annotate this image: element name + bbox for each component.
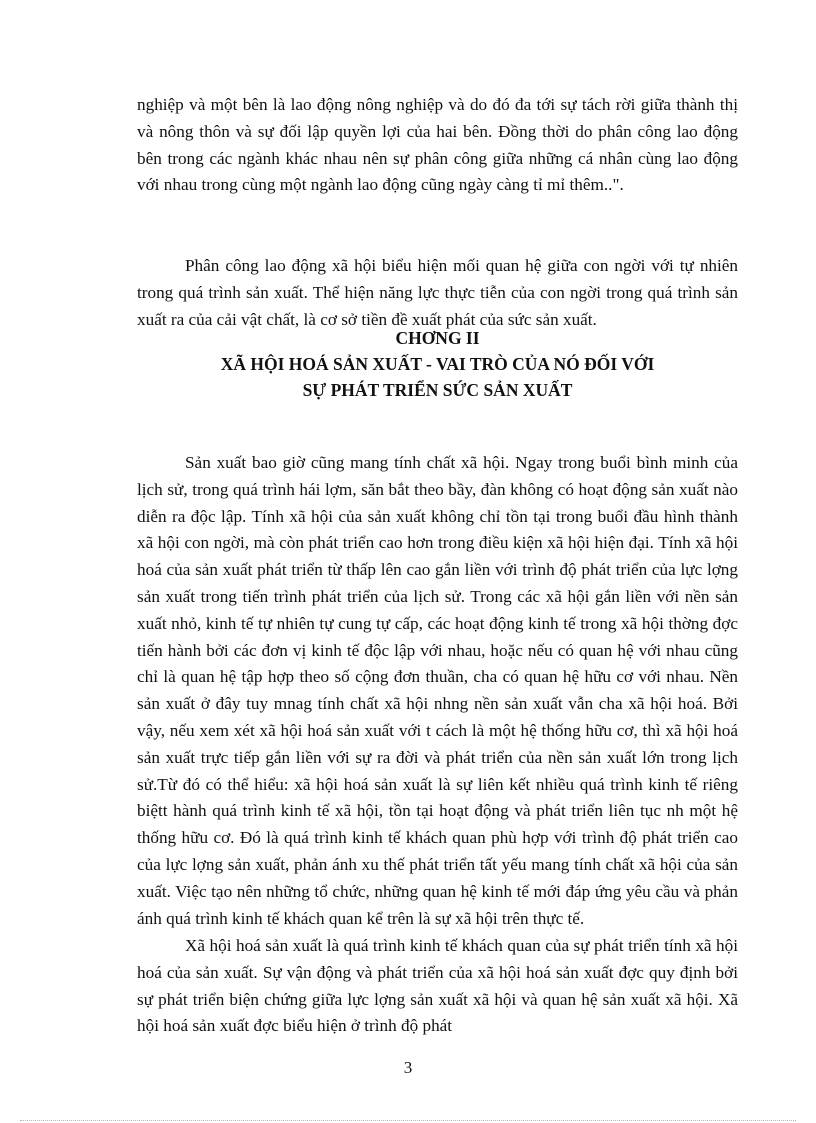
paragraph-division-of-labor: Phân công lao động xã hội biểu hiện mối quan hệ giữa con ngời với tự nhiên trong quá trình sản xuất. Thể hiện năng lực thực tiễn của con ngời trong quá trình sản xuất ra của cải vật chất, là cơ sở tiền đề xuất phát của sức sản xuất.: [137, 256, 738, 329]
paragraph-socialization-process: Xã hội hoá sản xuất là quá trình kinh tế khách quan của sự phát triển tính xã hội hoá của sản xuất. Sự vận động và phát triển của xã hội hoá sản xuất đợc quy định bởi sự phát triển biện chứng giữa lực lợng sản xuất xã hội và quan hệ sản xuất xã hội. Xã hội hoá sản xuất đợc biểu hiện ở trình độ phát: [137, 936, 738, 1036]
chapter-title-line-1: XÃ HỘI HOÁ SẢN XUẤT - VAI TRÒ CỦA NÓ ĐỐI VỚI: [220, 354, 655, 374]
page-bottom-divider: [20, 1120, 796, 1121]
chapter-number: CHƠNG II: [395, 328, 480, 348]
paragraph-continued: nghiệp và một bên là lao động nông nghiệp và do đó đa tới sự tách rời giữa thành thị và nông thôn và sự đối lập quyền lợi của hai bên. Đồng thời do phân công lao động bên trong các ngành khác nhau nên sự phân công giữa những cá nhân cùng lao động với nhau trong cùng một ngành lao động cũng ngày càng tỉ mỉ thêm..".: [137, 95, 738, 195]
page-number: 3: [403, 1058, 413, 1077]
paragraph-socialization-production: Sản xuất bao giờ cũng mang tính chất xã hội. Ngay trong buổi bình minh của lịch sử, trong quá trình hái lợm, săn bắt theo bầy, đàn không có hoạt động sản xuất nào diễn ra độc lập. Tính xã hội của sản xuất không chỉ tồn tại trong buổi đầu hình thành xã hội con ngời, mà còn phát triển cao hơn trong điều kiện xã hội hiện đại. Tính xã hội hoá của sản xuất phát triển từ thấp lên cao gắn liền với trình độ phát triển của lực lợng sản xuất trong tiến trình phát triển của lịch sử. Trong các xã hội gắn liền với nền sản xuất nhỏ, kinh tế tự nhiên tự cung tự cấp, các hoạt động kinh tế trong xã hội thờng đợc tiến hành bởi các đơn vị kinh tế độc lập với nhau, hoặc nếu có quan hệ với nhau cũng chỉ là quan hệ tập hợp theo số cộng đơn thuần, cha có quan hệ hữu cơ với nhau. Nền sản xuất ở đây tuy mnag tính chất xã hội nhng nền sản xuất vẫn cha xã hội hoá. Bởi vậy, nếu xem xét xã hội hoá sản xuất với t cách là một hệ thống hữu cơ, thì xã hội hoá sản xuất trực tiếp gắn liền với sự ra đời và phát triển của nền sản xuất lớn trong lịch sử.Từ đó có thể hiểu: xã hội hoá sản xuất là sự liên kết nhiều quá trình kinh tế riêng biệtt hành quá trình kinh tế xã hội, tồn tại hoạt động và phát triển liên tục nh một hệ thống hữu cơ. Đó là quá trình kinh tế khách quan phù hợp với trình độ phát triển cao của lực lợng sản xuất, phản ánh xu thế phát triển tất yếu mang tính chất xã hội của sản xuất. Việc tạo nên những tổ chức, những quan hệ kinh tế mới đáp ứng yêu cầu và phản ánh quá trình kinh tế khách quan kể trên là sự xã hội trên thực tế.: [137, 453, 738, 928]
chapter-title-line-2: SỰ PHÁT TRIỂN SỨC SẢN XUẤT: [302, 380, 573, 400]
